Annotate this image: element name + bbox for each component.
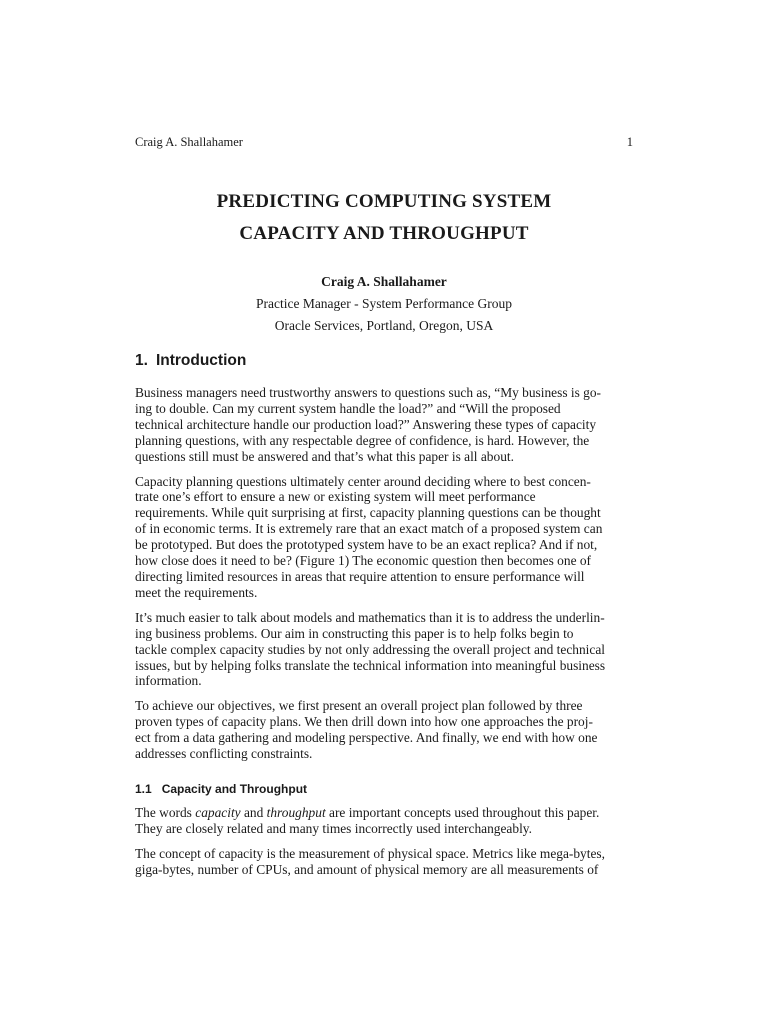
subsection-title: Capacity and Throughput	[161, 781, 308, 796]
section-heading-introduction	[135, 350, 633, 372]
author-organization: Oracle Services, Portland, Oregon, USA	[274, 318, 494, 333]
intro-paragraph-3	[135, 610, 633, 690]
text-line: They are closely related and many times incorrectly used interchangeably.	[135, 820, 532, 836]
running-head	[135, 135, 633, 150]
subsection-number: 1.1	[135, 781, 152, 796]
text-line: tackle complex capacity studies by not only addressing the overall project and technical	[135, 641, 605, 657]
text-line: ing to double. Can my current system handle the load?” and “Will the proposed	[135, 400, 561, 416]
text-line: technical architecture handle our production load?” Answering these types of capacity	[135, 416, 597, 432]
text-line: The concept of capacity is the measurement of physical space. Metrics like mega-bytes,	[135, 845, 605, 861]
title-block	[135, 192, 633, 334]
text-line: planning questions, with any respectable degree of confidence, is hard. However, the	[135, 432, 590, 448]
section-number: 1.	[135, 352, 148, 369]
intro-paragraph-1	[135, 385, 633, 465]
text-line: To achieve our objectives, we first present an overall project plan followed by three	[135, 698, 583, 714]
capacity-paragraph-1	[135, 805, 633, 837]
text-line: how close does it need to be? (Figure 1) The economic question then becomes one of	[135, 553, 592, 569]
capacity-paragraph-2	[135, 846, 633, 878]
text-line: of in economic terms. It is extremely rare that an exact match of a proposed system can	[135, 521, 603, 537]
paper-title-line-2: CAPACITY AND THROUGHPUT	[239, 223, 529, 244]
author-role: Practice Manager - System Performance Group	[255, 296, 513, 311]
term-throughput: throughput	[266, 804, 326, 820]
text-line: Business managers need trustworthy answers to questions such as, “My business is go-	[135, 385, 602, 400]
text-line: addresses conflicting constraints.	[135, 746, 313, 762]
text-line: proven types of capacity plans. We then drill down into how one approaches the proj-	[135, 714, 593, 730]
running-head-author: Craig A. Shallahamer	[135, 135, 243, 149]
term-capacity: capacity	[195, 804, 241, 820]
text-fragment: are important concepts used throughout this paper.	[325, 804, 600, 820]
text-line: information.	[135, 673, 202, 689]
body-text	[135, 350, 633, 887]
text-fragment: The words	[135, 804, 196, 820]
text-line: ing business problems. Our aim in constructing this paper is to help folks begin to	[135, 625, 574, 641]
intro-paragraph-4	[135, 698, 633, 762]
text-line: questions still must be answered and that’s what this paper is all about.	[135, 448, 514, 464]
text-line: It’s much easier to talk about models and mathematics than it is to address the underlin-	[135, 609, 605, 625]
paper-title-line-1: PREDICTING COMPUTING SYSTEM	[216, 191, 552, 212]
author-name: Craig A. Shallahamer	[321, 274, 447, 289]
text-line: Capacity planning questions ultimately center around deciding where to best concen-	[135, 473, 591, 489]
text-line: trate one’s effort to ensure a new or existing system will meet performance	[135, 489, 536, 505]
text-fragment: and	[240, 804, 267, 820]
text-line: be prototyped. But does the prototyped system have to be an exact replica? And if not,	[135, 537, 598, 553]
text-line: requirements. While quit surprising at first, capacity planning questions can be thought	[135, 505, 601, 521]
text-line: meet the requirements.	[135, 584, 258, 600]
text-line: directing limited resources in areas that require attention to ensure performance will	[135, 568, 585, 584]
page-number: 1	[626, 135, 633, 149]
subsection-heading-capacity-throughput	[135, 782, 633, 796]
intro-paragraph-2	[135, 474, 633, 601]
text-line: issues, but by helping folks translate the technical information into meaningful business	[135, 657, 606, 673]
section-title: Introduction	[155, 352, 247, 369]
text-line: ect from a data gathering and modeling perspective. And finally, we end with how one	[135, 730, 598, 746]
text-line: giga-bytes, number of CPUs, and amount of physical memory are all measurements of	[135, 861, 599, 877]
